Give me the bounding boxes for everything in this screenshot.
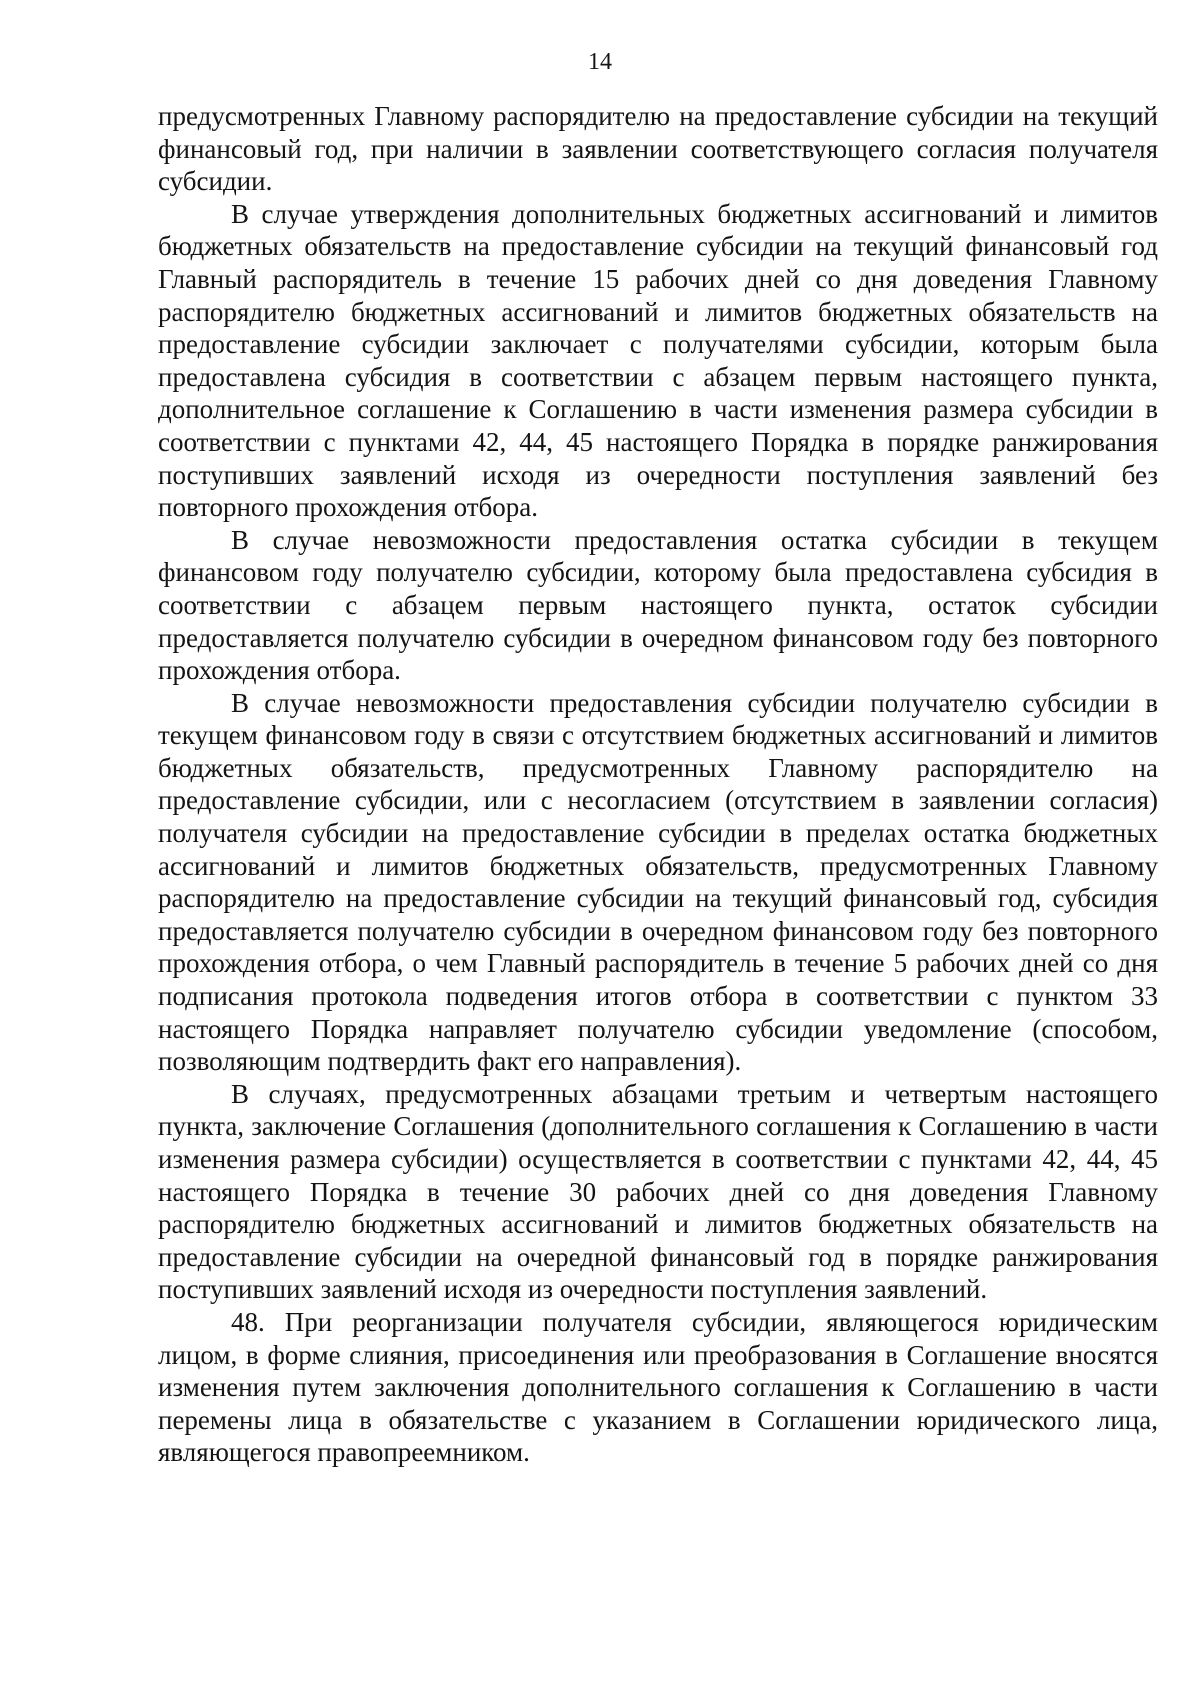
paragraph-subsidy-remainder: В случае невозможности предоставления остатка субсидии в текущем финансовом году получателю субсидии, которому была предоставлена субсидия в соответствии с абзацем первым настоящего пункта, остаток субсидии предоставляется получателю субсидии в очередном финансовом году без повторного прохождения отбора.: [158, 524, 1158, 686]
paragraph-additional-allocations: В случае утверждения дополнительных бюджетных ассигнований и лимитов бюджетных обязательств на предоставление субсидии на текущий финансовый год Главный распорядитель в течение 15 рабочих дней со дня доведения Главному распорядителю бюджетных ассигнований и лимитов бюджетных обязательств на предоставление субсидии заключает с получателями субсидии, которым была предоставлена субсидия в соответствии с абзацем первым настоящего пункта, дополнительное соглашение к Соглашению в части изменения размера субсидии в соответствии с пунктами 42, 44, 45 настоящего Порядка в порядке ранжирования поступивших заявлений исходя из очередности поступления заявлений без повторного прохождения отбора.: [158, 198, 1158, 523]
paragraph-agreement-conclusion: В случаях, предусмотренных абзацами третьим и четвертым настоящего пункта, заключение Соглашения (дополнительного соглашения к Соглашению в части изменения размера субсидии) осуществляется в соответствии с пунктами 42, 44, 45 настоящего Порядка в течение 30 рабочих дней со дня доведения Главному распорядителю бюджетных ассигнований и лимитов бюджетных обязательств на предоставление субсидии на очередной финансовый год в порядке ранжирования поступивших заявлений исходя из очередности поступления заявлений.: [158, 1078, 1158, 1305]
paragraph-item-48-reorganization: 48. При реорганизации получателя субсидии, являющегося юридическим лицом, в форме слияния, присоединения или преобразования в Соглашение вносятся изменения путем заключения дополнительного соглашения к Соглашению в части перемены лица в обязательстве с указанием в Соглашении юридического лица, являющегося правопреемником.: [158, 1306, 1158, 1468]
paragraph-subsidy-impossibility: В случае невозможности предоставления субсидии получателю субсидии в текущем финансовом году в связи с отсутствием бюджетных ассигнований и лимитов бюджетных обязательств, предусмотренных Главному распорядителю на предоставление субсидии, или с несогласием (отсутствием в заявлении согласия) получателя субсидии на предоставление субсидии в пределах остатка бюджетных ассигнований и лимитов бюджетных обязательств, предусмотренных Главному распорядителю на предоставление субсидии на текущий финансовый год, субсидия предоставляется получателю субсидии в очередном финансовом году без повторного прохождения отбора, о чем Главный распорядитель в течение 5 рабочих дней со дня подписания протокола подведения итогов отбора в соответствии с пунктом 33 настоящего Порядка направляет получателю субсидии уведомление (способом, позволяющим подтвердить факт его направления).: [158, 687, 1158, 1077]
paragraph-continuation: предусмотренных Главному распорядителю на предоставление субсидии на текущий финансовый год, при наличии в заявлении соответствующего согласия получателя субсидии.: [158, 101, 1158, 197]
document-body: [158, 100, 1158, 1469]
page-number: 14: [588, 49, 612, 75]
